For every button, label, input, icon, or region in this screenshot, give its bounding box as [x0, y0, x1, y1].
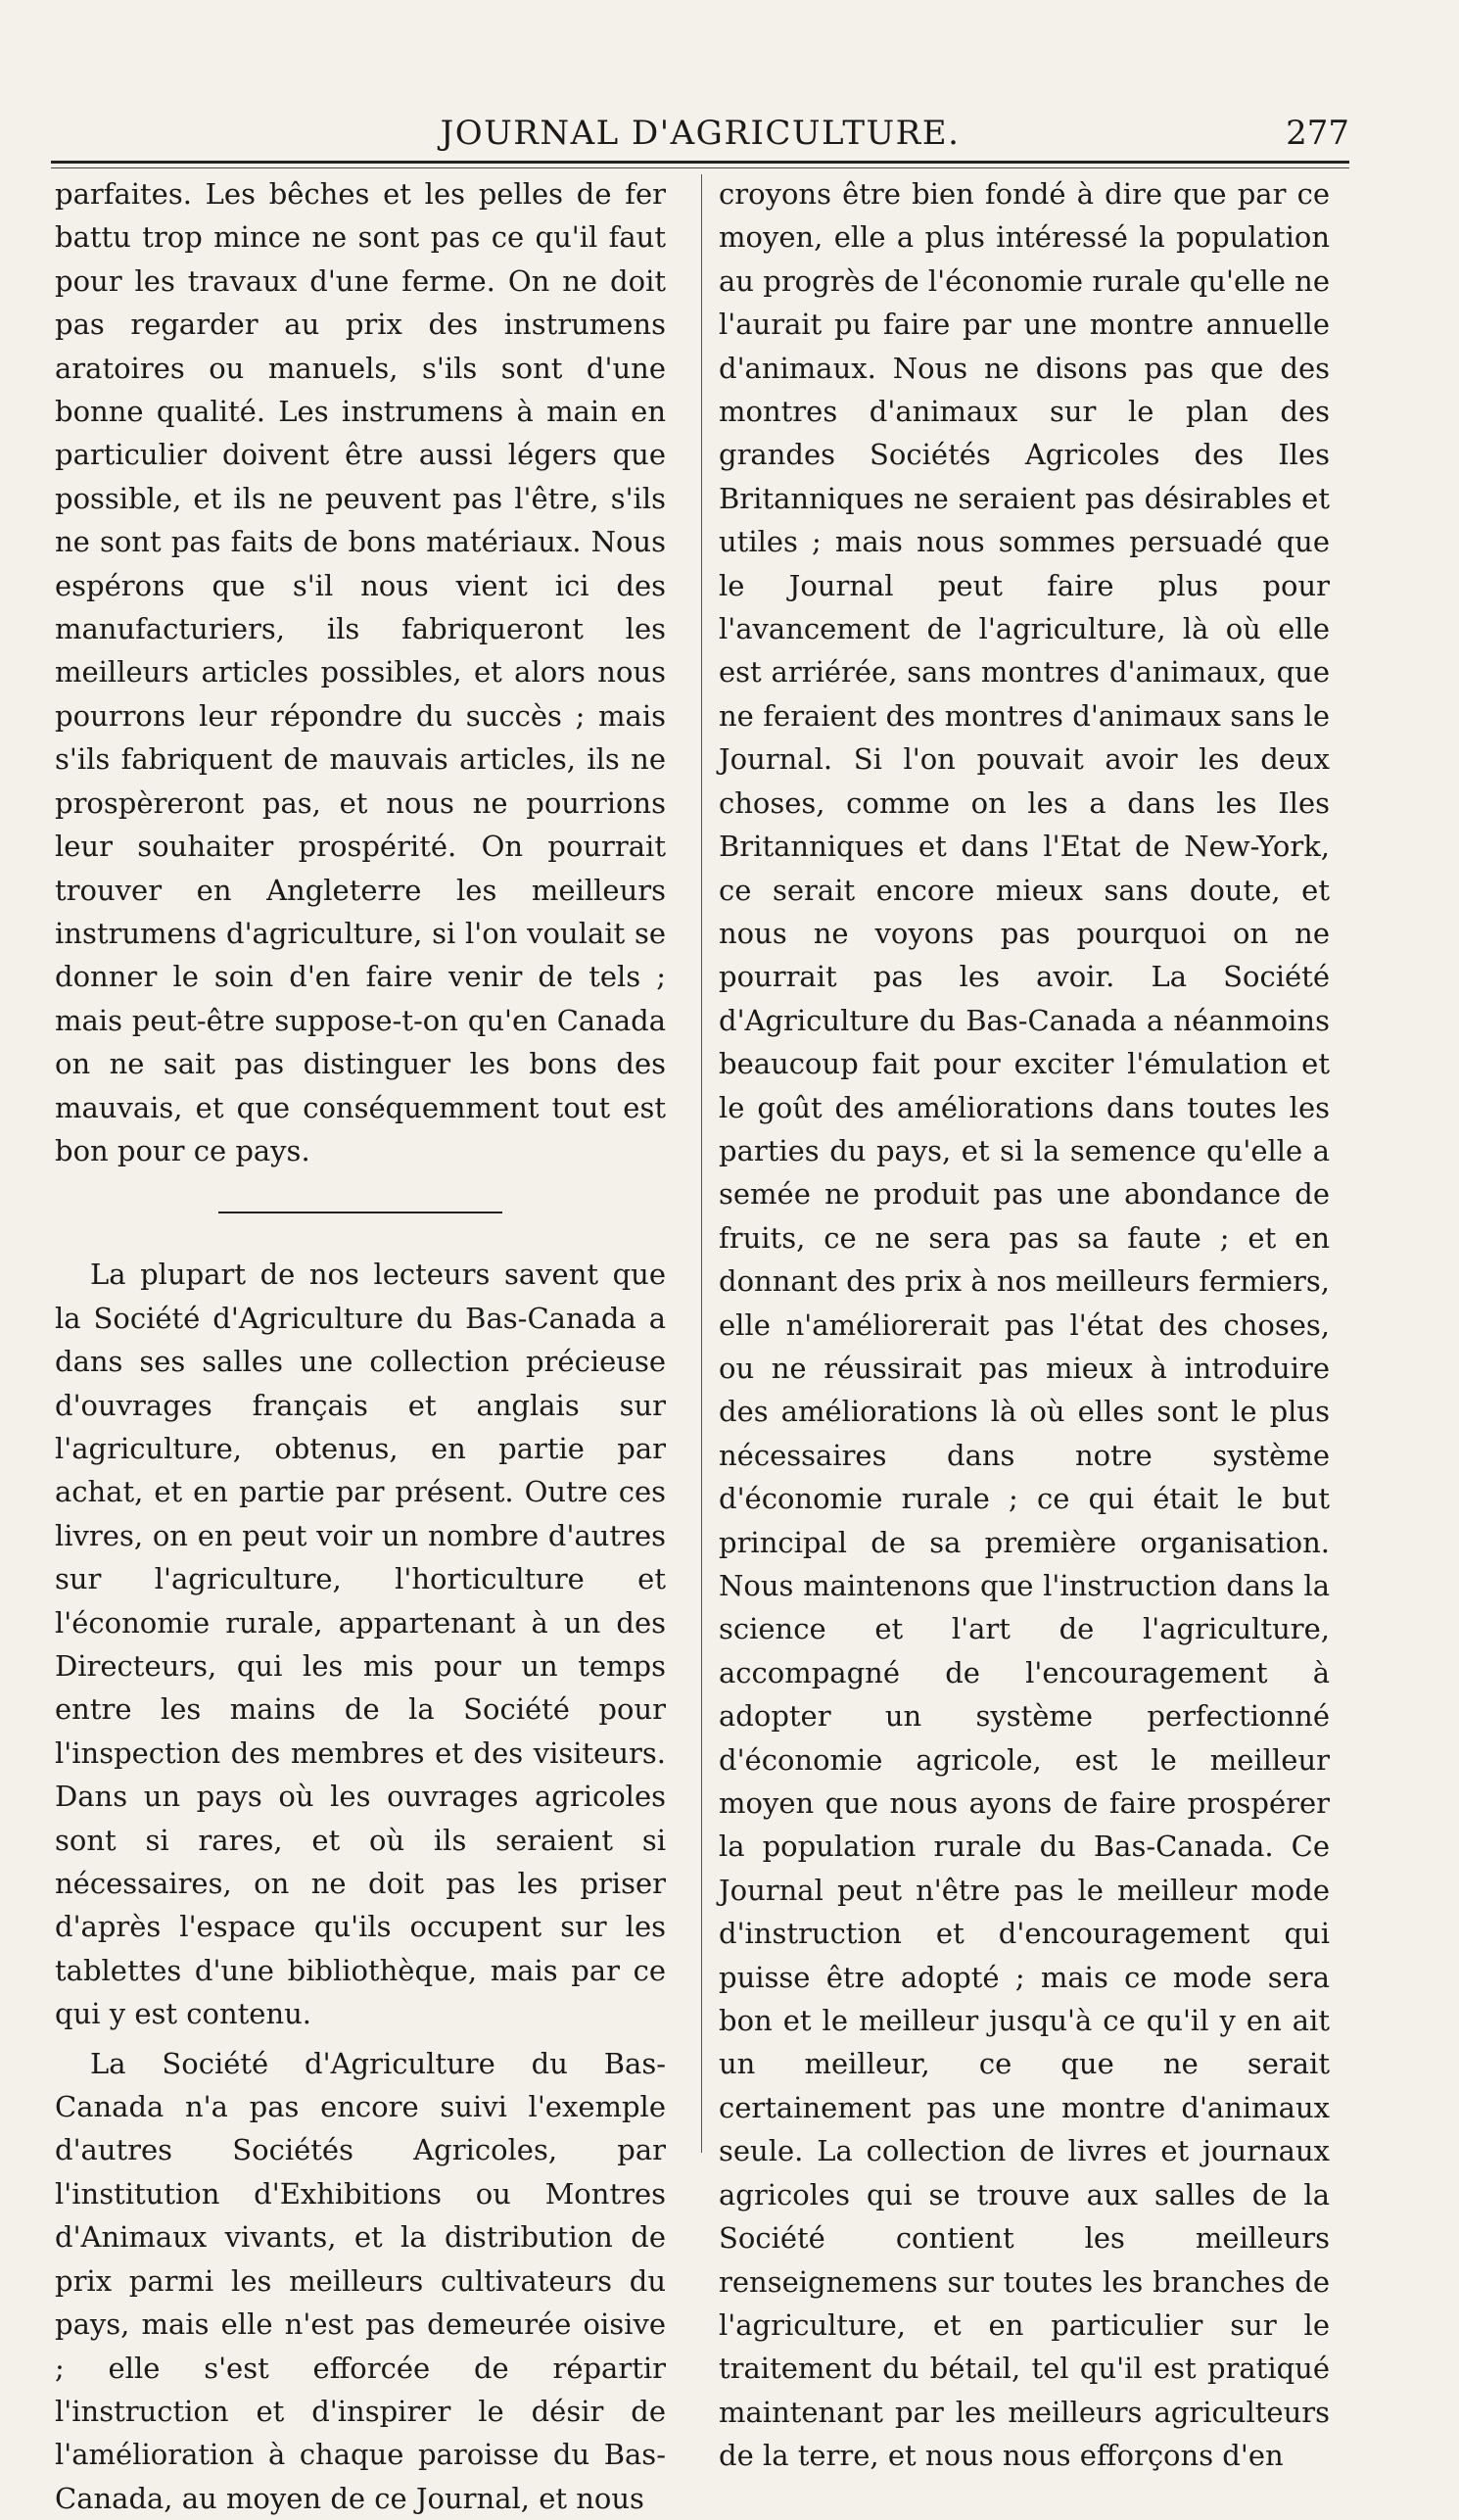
page-number: 277 [1286, 114, 1349, 153]
left-column [55, 172, 666, 2520]
right-paragraph-1: croyons être bien fondé à dire que par ce moyen, elle a plus intéressé la population au progrès de l'économie rurale qu'elle ne l'aurait pu faire par une montre annuelle d'animaux. Nous ne disons pas que des montres d'animaux sur le plan des grandes Sociétés Agricoles des Iles Britanniques ne seraient pas désirables et utiles ; mais nous sommes persuadé que le Journal peut faire plus pour l'avancement de l'agriculture, là où elle est arriérée, sans montres d'animaux, que ne feraient des montres d'animaux sans le Journal. Si l'on pouvait avoir les deux choses, comme on les a dans les Iles Britanniques et dans l'Etat de New-York, ce serait encore mieux sans doute, et nous ne voyons pas pourquoi on ne pourrait pas les avoir. La Société d'Agriculture du Bas-Canada a néanmoins beaucoup fait pour exciter l'émulation et le goût des améliorations dans toutes les parties du pays, et si la semence qu'elle a semée ne produit pas une abondance de fruits, ce ne sera pas sa faute ; et en donnant des prix à nos meilleurs fermiers, elle n'améliorerait pas l'état des choses, ou ne réussirait pas mieux à introduire des améliorations là où elles sont le plus nécessaires dans notre système d'économie rurale ; ce qui était le but principal de sa première organisation. Nous maintenons que l'instruction dans la science et l'art de l'agriculture, accompagné de l'encouragement à adopter un système perfectionné d'économie agricole, est le meilleur moyen que nous ayons de faire prospérer la population rurale du Bas-Canada. Ce Journal peut n'être pas le meilleur mode d'instruction et d'encouragement qui puisse être adopté ; mais ce mode sera bon et le meilleur jusqu'à ce qu'il y en ait un meilleur, ce que ne serait certainement pas une montre d'animaux seule. La collection de livres et journaux agricoles qui se trouve aux salles de la Société contient les meilleurs renseignemens sur toutes les branches de l'agriculture, et en particulier sur le traitement du bétail, tel qu'il est pratiqué maintenant par les meilleurs agriculteurs de la terre, et nous nous efforçons d'en [719, 177, 1331, 2473]
column-divider [701, 174, 702, 2153]
left-paragraph-1: parfaites. Les bêches et les pelles de fer battu trop mince ne sont pas ce qu'il faut pour les travaux d'une ferme. On ne doit pas regarder au prix des instrumens aratoires ou manuels, s'ils sont d'une bonne qualité. Les instrumens à main en particulier doivent être aussi légers que possible, et ils ne peuvent pas l'être, s'ils ne sont pas faits de bons matériaux. Nous espérons que s'il nous vient ici des manufacturiers, ils fabriqueront les meilleurs articles possibles, et alors nous pourrons leur répondre du succès ; mais s'ils fabriquent de mauvais articles, ils ne prospèreront pas, et nous ne pourrions leur souhaiter prospérité. On pourrait trouver en Angleterre les meilleurs instrumens d'agriculture, si l'on voulait se donner le soin d'en faire venir de tels ; mais peut-être suppose-t-on qu'en Canada on ne sait pas distinguer les bons des mauvais, et que conséquemment tout est bon pour ce pays. [55, 177, 666, 1167]
section-separator [218, 1212, 502, 1213]
page-header [51, 110, 1349, 157]
journal-title: JOURNAL D'AGRICULTURE. [440, 114, 961, 153]
left-paragraph-3: La Société d'Agriculture du Bas-Canada n'a pas encore suivi l'exemple d'autres Sociétés Agricoles, par l'institution d'Exhibitions ou Montres d'Animaux vivants, et la distribution de prix parmi les meilleurs cultivateurs du pays, mais elle n'est pas demeurée oisive ; elle s'est efforcée de répartir l'instruction et d'inspirer le désir de l'amélioration à chaque paroisse du Bas-Canada, au moyen de ce Journal, et nous [55, 2046, 666, 2515]
left-paragraph-2: La plupart de nos lecteurs savent que la Société d'Agriculture du Bas-Canada a dans ses salles une collection précieuse d'ouvrages français et anglais sur l'agriculture, obtenus, en partie par achat, et en partie par présent. Outre ces livres, on en peut voir un nombre d'autres sur l'agriculture, l'horticulture et l'économie rurale, appartenant à un des Directeurs, qui les mis pour un temps entre les mains de la Société pour l'inspection des membres et des visiteurs. Dans un pays où les ouvrages agricoles sont si rares, et où ils seraient si nécessaires, on ne doit pas les priser d'après l'espace qu'ils occupent sur les tablettes d'une bibliothèque, mais par ce qui y est contenu. [55, 1258, 666, 2031]
right-column [719, 172, 1330, 2478]
header-rule-thin [51, 167, 1349, 168]
header-rule [51, 161, 1349, 164]
